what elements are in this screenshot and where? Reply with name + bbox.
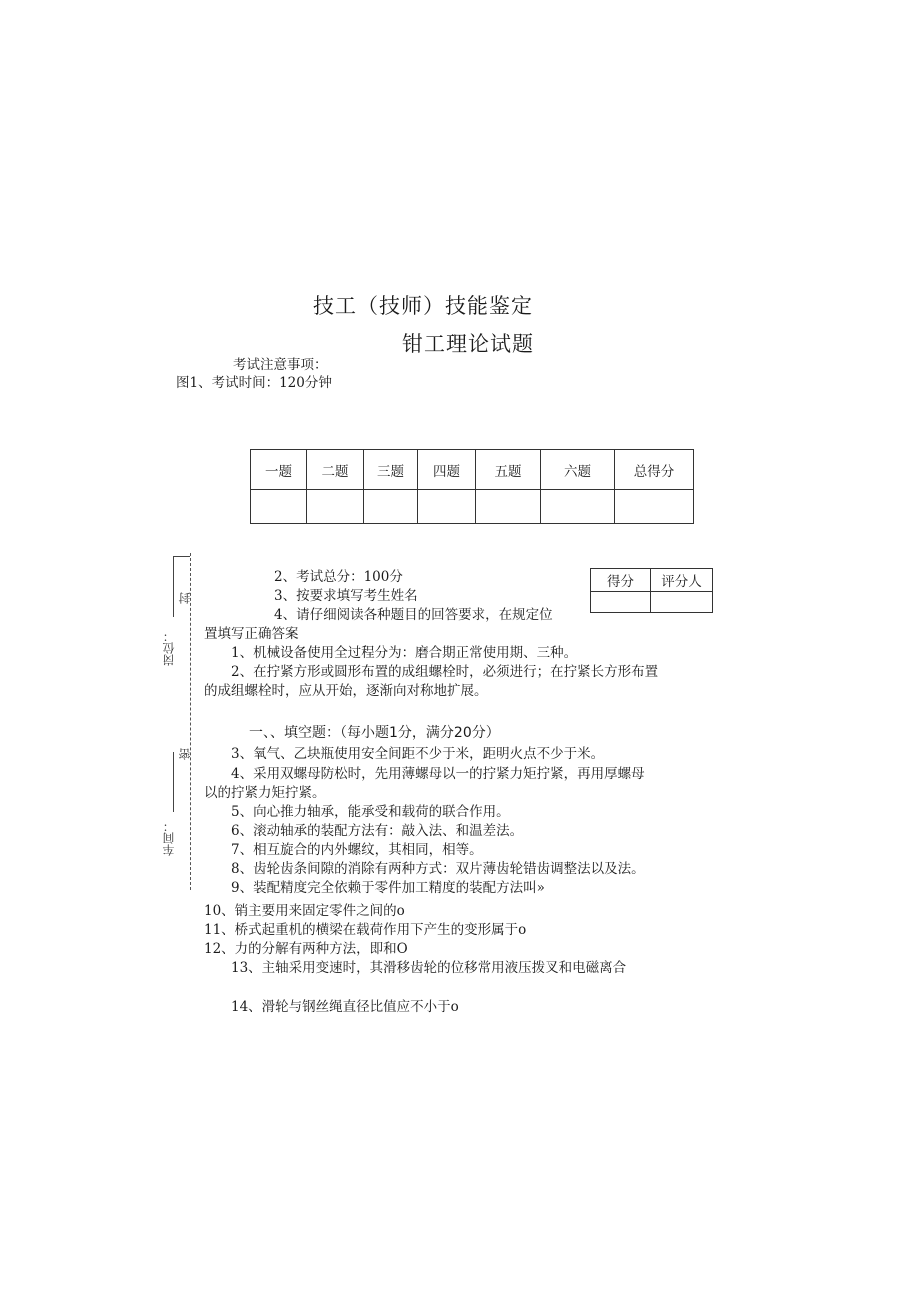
question-item: 9、装配精度完全依赖于零件加工精度的装配方法叫»	[231, 880, 545, 896]
score-value-cell[interactable]	[615, 490, 694, 524]
question-item: 4、采用双螺母防松时，先用薄螺母以一的拧紧力矩拧紧，再用厚螺母	[231, 766, 645, 782]
notice-item: 置填写正确答案	[204, 626, 299, 642]
grade-score-cell[interactable]	[591, 592, 651, 613]
question-item: 的成组螺栓时，应从开始，逐渐向对称地扩展。	[204, 683, 488, 699]
grade-score-label: 得分	[591, 569, 651, 592]
grade-box	[590, 568, 713, 613]
score-header-cell: 二题	[307, 450, 364, 490]
score-value-cell[interactable]	[476, 490, 541, 524]
question-item: 8、齿轮齿条间隙的消除有两种方式：双片薄齿轮错齿调整法以及法。	[231, 861, 645, 877]
post-label: 岗位：	[162, 630, 176, 666]
question-item: 12、力的分解有两种方法，即和O	[204, 941, 408, 957]
score-header-cell: 四题	[418, 450, 476, 490]
notice-item: 4、请仔细阅读各种题目的回答要求，在规定位	[274, 607, 553, 623]
score-value-cell[interactable]	[418, 490, 476, 524]
question-item: 2、在拧紧方形或圆形布置的成组螺栓时，必须进行；在拧紧长方形布置	[231, 664, 659, 680]
section-title: 一、、填空题：（每小题1分，满分20分）	[249, 725, 500, 741]
question-item: 13、主轴采用变速时，其滑移齿轮的位移常用液压拨叉和电磁离合	[231, 960, 627, 976]
question-item: 14、滑轮与钢丝绳直径比值应不小于o	[231, 999, 459, 1015]
grade-grader-cell[interactable]	[651, 592, 713, 613]
notice-item: 3、按要求填写考生姓名	[274, 588, 418, 604]
secret-label: 密	[178, 748, 192, 760]
notes-item-1: 图1、考试时间：120分钟	[176, 375, 332, 391]
title-line-1: 技工（技师）技能鉴定	[313, 294, 533, 318]
score-header-cell: 三题	[364, 450, 418, 490]
question-item: 3、氧气、乙块瓶使用安全间距不少于米，距明火点不少于米。	[231, 746, 605, 762]
grade-grader-label: 评分人	[651, 569, 713, 592]
grade-box-value-row	[591, 592, 713, 613]
post-underline	[173, 556, 174, 616]
workshop-underline	[173, 752, 174, 812]
score-header-cell: 一题	[251, 450, 307, 490]
question-item: 11、桥式起重机的横梁在载荷作用下产生的变形属于o	[204, 922, 527, 938]
question-item: 10、销主要用来固定零件之间的o	[204, 903, 405, 919]
seal-label: 封	[178, 592, 192, 604]
workshop-label: 车间：	[162, 820, 176, 856]
question-item: 5、向心推力轴承，能承受和载荷的联合作用。	[231, 804, 510, 820]
score-value-cell[interactable]	[541, 490, 615, 524]
grade-box-header-row	[591, 569, 713, 592]
score-header-cell: 六题	[541, 450, 615, 490]
score-value-cell[interactable]	[307, 490, 364, 524]
score-table-header-row	[251, 450, 694, 490]
score-header-cell: 五题	[476, 450, 541, 490]
score-value-cell[interactable]	[251, 490, 307, 524]
question-item: 1、机械设备使用全过程分为：磨合期正常使用期、三种。	[231, 645, 578, 661]
notice-item: 2、考试总分：100分	[274, 569, 403, 585]
binding-tick	[174, 556, 190, 557]
question-item: 以的拧紧力矩拧紧。	[204, 785, 326, 801]
score-table-value-row	[251, 490, 694, 524]
binding-tick	[173, 616, 174, 617]
score-header-cell: 总得分	[615, 450, 694, 490]
score-table	[250, 449, 694, 524]
score-value-cell[interactable]	[364, 490, 418, 524]
notes-heading: 考试注意事项：	[233, 357, 328, 373]
question-item: 7、相互旋合的内外螺纹，其相同，相等。	[231, 842, 483, 858]
title-line-2: 钳工理论试题	[402, 332, 534, 356]
question-item: 6、滚动轴承的装配方法有：敲入法、和温差法。	[231, 823, 524, 839]
